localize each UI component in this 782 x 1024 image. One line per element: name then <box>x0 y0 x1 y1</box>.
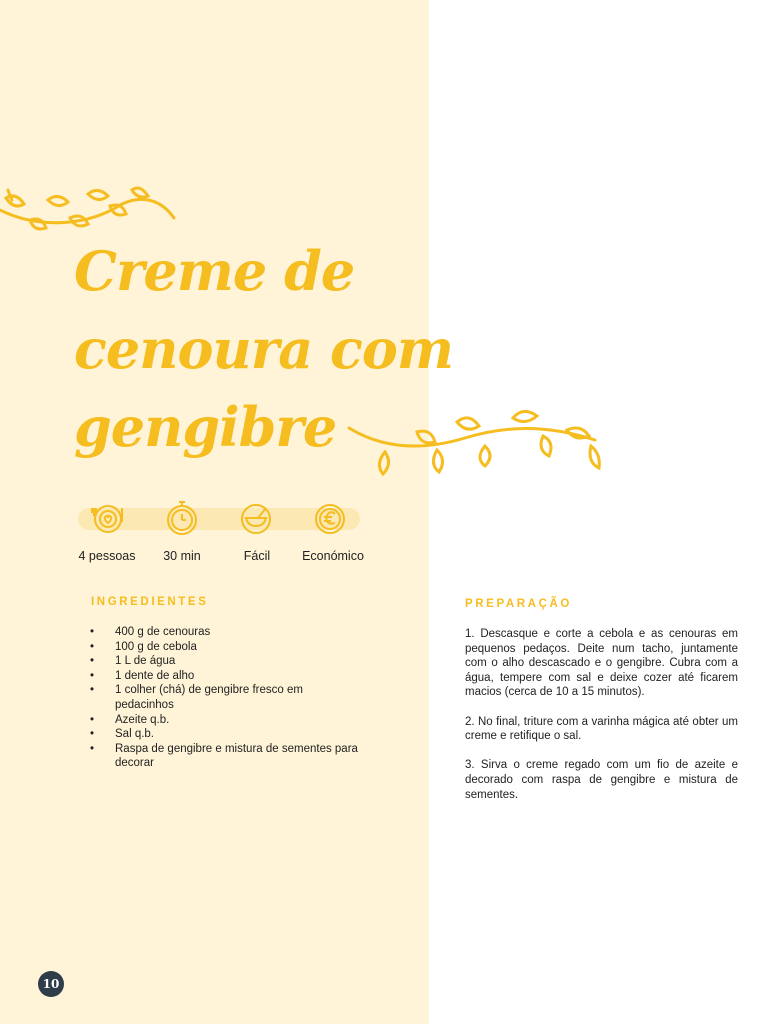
step-2: 2. No final, triture com a varinha mágica até obter um creme e retifique o sal. <box>465 715 738 743</box>
list-item: • 1 colher (chá) de gengibre fresco em pedacinhos <box>90 683 355 712</box>
time-label: 30 min <box>163 549 201 563</box>
step-3: 3. Sirva o creme regado com um fio de azeite e decorado com raspa de gengibre e mistura de sementes. <box>465 759 738 801</box>
list-item: • 100 g de cebola <box>90 640 390 655</box>
preparation-heading: PREPARAÇÃO <box>465 598 572 610</box>
plate-cutlery-icon <box>90 498 126 536</box>
vine-right-decoration <box>345 400 610 480</box>
vine-top-left-decoration <box>0 180 180 240</box>
list-item: • Sal q.b. <box>90 727 390 742</box>
step-1: 1. Descasque e corte a cebola e as cenouras em pequenos pedaços. Deite num tacho, juntamente com o alho descascado e o gengibre. Cubra com a água, tempere com sal e deixe cozer até ficarem macios (cerca de 10 a 15 minutos). <box>465 628 738 699</box>
preparation-steps <box>465 627 738 817</box>
title-line-1: Creme de <box>74 239 355 303</box>
list-item: • 1 L de água <box>90 654 390 669</box>
ingredients-heading: INGREDIENTES <box>91 596 209 608</box>
euro-coin-icon <box>312 498 348 536</box>
ingredients-list <box>90 625 390 771</box>
difficulty-label: Fácil <box>243 549 271 563</box>
page-number-badge: 10 <box>38 971 64 997</box>
list-item: • Azeite q.b. <box>90 713 390 728</box>
servings-label: 4 pessoas <box>78 549 136 563</box>
cost-label: Económico <box>302 549 364 563</box>
list-item: • 400 g de cenouras <box>90 625 390 640</box>
stopwatch-icon <box>164 498 200 536</box>
title-line-2: cenoura com <box>74 317 454 381</box>
list-item: • 1 dente de alho <box>90 669 390 684</box>
mortar-pestle-icon <box>238 498 274 536</box>
title-line-3: gengibre <box>74 395 337 459</box>
list-item: • Raspa de gengibre e mistura de sementes para decorar <box>90 742 390 771</box>
